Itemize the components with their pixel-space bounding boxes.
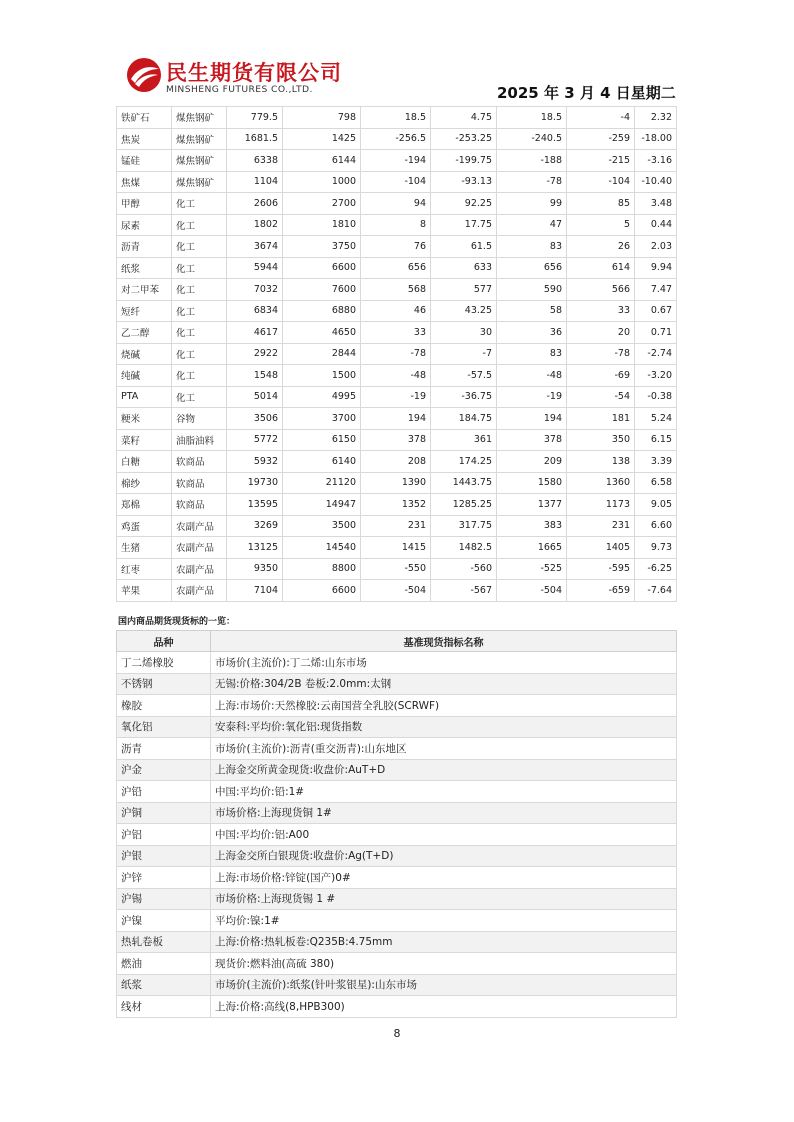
value-cell: -57.5 bbox=[431, 365, 497, 387]
sector-cell: 化工 bbox=[172, 322, 227, 344]
table-row bbox=[117, 652, 677, 674]
table-row bbox=[117, 996, 677, 1018]
value-cell: 9.05 bbox=[635, 494, 677, 516]
sector-cell: 油脂油料 bbox=[172, 429, 227, 451]
table-row bbox=[117, 257, 677, 279]
value-cell: 7104 bbox=[227, 580, 283, 602]
sector-cell: 软商品 bbox=[172, 451, 227, 473]
table-row bbox=[117, 128, 677, 150]
table-row bbox=[117, 931, 677, 953]
spot-index-cell: 安泰科:平均价:氧化铝:现货指数 bbox=[211, 716, 677, 738]
table-row bbox=[117, 867, 677, 889]
commodity-cell: 沪锌 bbox=[117, 867, 211, 889]
commodity-cell: 乙二醇 bbox=[117, 322, 172, 344]
value-cell: 6600 bbox=[283, 580, 361, 602]
value-cell: -215 bbox=[567, 150, 635, 172]
value-cell: -253.25 bbox=[431, 128, 497, 150]
value-cell: 18.5 bbox=[361, 107, 431, 129]
sector-cell: 煤焦钢矿 bbox=[172, 171, 227, 193]
value-cell: -659 bbox=[567, 580, 635, 602]
header-spot-index-name: 基准现货指标名称 bbox=[211, 631, 677, 652]
value-cell: 779.5 bbox=[227, 107, 283, 129]
commodity-cell: 短纤 bbox=[117, 300, 172, 322]
table-row bbox=[117, 515, 677, 537]
value-cell: -19 bbox=[497, 386, 567, 408]
value-cell: 194 bbox=[497, 408, 567, 430]
table-row bbox=[117, 472, 677, 494]
commodity-cell: 苹果 bbox=[117, 580, 172, 602]
commodity-cell: 沪镍 bbox=[117, 910, 211, 932]
commodity-cell: 沪铜 bbox=[117, 802, 211, 824]
value-cell: -54 bbox=[567, 386, 635, 408]
value-cell: 6600 bbox=[283, 257, 361, 279]
sector-cell: 谷物 bbox=[172, 408, 227, 430]
value-cell: 61.5 bbox=[431, 236, 497, 258]
value-cell: 378 bbox=[361, 429, 431, 451]
value-cell: -504 bbox=[497, 580, 567, 602]
value-cell: 43.25 bbox=[431, 300, 497, 322]
table-row bbox=[117, 214, 677, 236]
value-cell: 26 bbox=[567, 236, 635, 258]
table-header-row bbox=[117, 631, 677, 652]
table-row bbox=[117, 429, 677, 451]
value-cell: -504 bbox=[361, 580, 431, 602]
table-row bbox=[117, 781, 677, 803]
value-cell: 14540 bbox=[283, 537, 361, 559]
value-cell: 6140 bbox=[283, 451, 361, 473]
value-cell: 566 bbox=[567, 279, 635, 301]
logo-english-name: MINSHENG FUTURES CO.,LTD. bbox=[166, 84, 313, 95]
commodity-cell: 燃油 bbox=[117, 953, 211, 975]
commodity-cell: 不锈钢 bbox=[117, 673, 211, 695]
sector-cell: 农副产品 bbox=[172, 537, 227, 559]
table-row bbox=[117, 150, 677, 172]
sector-cell: 化工 bbox=[172, 386, 227, 408]
value-cell: 6150 bbox=[283, 429, 361, 451]
sector-cell: 化工 bbox=[172, 300, 227, 322]
value-cell: 1173 bbox=[567, 494, 635, 516]
commodity-cell: 橡胶 bbox=[117, 695, 211, 717]
sector-cell: 化工 bbox=[172, 365, 227, 387]
spot-index-cell: 上海:价格:热轧板卷:Q235B:4.75mm bbox=[211, 931, 677, 953]
value-cell: 47 bbox=[497, 214, 567, 236]
value-cell: 58 bbox=[497, 300, 567, 322]
commodity-cell: 沪金 bbox=[117, 759, 211, 781]
value-cell: 6834 bbox=[227, 300, 283, 322]
commodity-cell: 铁矿石 bbox=[117, 107, 172, 129]
value-cell: -78 bbox=[361, 343, 431, 365]
value-cell: 5 bbox=[567, 214, 635, 236]
value-cell: 46 bbox=[361, 300, 431, 322]
table-row bbox=[117, 673, 677, 695]
spot-index-table-title: 国内商品期货现货标的一览： bbox=[118, 617, 236, 627]
value-cell: 6144 bbox=[283, 150, 361, 172]
commodity-cell: 尿素 bbox=[117, 214, 172, 236]
value-cell: -7 bbox=[431, 343, 497, 365]
value-cell: 9350 bbox=[227, 558, 283, 580]
commodity-cell: 沥青 bbox=[117, 236, 172, 258]
spot-index-cell: 上海:市场价格:锌锭(国产)0# bbox=[211, 867, 677, 889]
spot-index-cell: 市场价格:上海现货铜 1# bbox=[211, 802, 677, 824]
page-number: 8 bbox=[393, 1027, 401, 1040]
commodity-cell: 菜籽 bbox=[117, 429, 172, 451]
value-cell: 5014 bbox=[227, 386, 283, 408]
value-cell: 1802 bbox=[227, 214, 283, 236]
value-cell: 76 bbox=[361, 236, 431, 258]
value-cell: 231 bbox=[361, 515, 431, 537]
value-cell: 3500 bbox=[283, 515, 361, 537]
commodity-cell: 沪锡 bbox=[117, 888, 211, 910]
value-cell: 1000 bbox=[283, 171, 361, 193]
sector-cell: 化工 bbox=[172, 193, 227, 215]
minsheng-logo-icon bbox=[126, 57, 162, 93]
spot-index-cell: 市场价格:上海现货锡 1 # bbox=[211, 888, 677, 910]
value-cell: 85 bbox=[567, 193, 635, 215]
value-cell: 2844 bbox=[283, 343, 361, 365]
commodity-cell: 焦炭 bbox=[117, 128, 172, 150]
sector-cell: 煤焦钢矿 bbox=[172, 128, 227, 150]
table-row bbox=[117, 888, 677, 910]
sector-cell: 化工 bbox=[172, 343, 227, 365]
table-row bbox=[117, 738, 677, 760]
commodity-cell: 沪铝 bbox=[117, 824, 211, 846]
value-cell: 33 bbox=[567, 300, 635, 322]
commodity-cell: 氧化铝 bbox=[117, 716, 211, 738]
spot-index-cell: 上海金交所白银现货:收盘价:Ag(T+D) bbox=[211, 845, 677, 867]
commodity-cell: 锰硅 bbox=[117, 150, 172, 172]
value-cell: 3674 bbox=[227, 236, 283, 258]
report-date: 2025 年 3 月 4 日星期二 bbox=[497, 84, 676, 102]
sector-cell: 化工 bbox=[172, 279, 227, 301]
value-cell: -0.38 bbox=[635, 386, 677, 408]
value-cell: 33 bbox=[361, 322, 431, 344]
value-cell: -188 bbox=[497, 150, 567, 172]
table-row bbox=[117, 451, 677, 473]
sector-cell: 农副产品 bbox=[172, 515, 227, 537]
value-cell: 4995 bbox=[283, 386, 361, 408]
value-cell: 36 bbox=[497, 322, 567, 344]
value-cell: 1443.75 bbox=[431, 472, 497, 494]
value-cell: -259 bbox=[567, 128, 635, 150]
commodity-cell: 纸浆 bbox=[117, 974, 211, 996]
commodity-cell: 纯碱 bbox=[117, 365, 172, 387]
value-cell: 1681.5 bbox=[227, 128, 283, 150]
value-cell: 0.71 bbox=[635, 322, 677, 344]
commodity-cell: 沥青 bbox=[117, 738, 211, 760]
value-cell: 1377 bbox=[497, 494, 567, 516]
commodity-cell: 烧碱 bbox=[117, 343, 172, 365]
commodity-cell: 鸡蛋 bbox=[117, 515, 172, 537]
value-cell: 6880 bbox=[283, 300, 361, 322]
spot-index-cell: 无锡:价格:304/2B 卷板:2.0mm:太钢 bbox=[211, 673, 677, 695]
value-cell: 1360 bbox=[567, 472, 635, 494]
value-cell: 1580 bbox=[497, 472, 567, 494]
value-cell: 92.25 bbox=[431, 193, 497, 215]
spot-index-cell: 现货价:燃料油(高硫 380) bbox=[211, 953, 677, 975]
value-cell: -240.5 bbox=[497, 128, 567, 150]
value-cell: -19 bbox=[361, 386, 431, 408]
value-cell: 194 bbox=[361, 408, 431, 430]
futures-spread-table bbox=[116, 106, 677, 602]
commodity-cell: 粳米 bbox=[117, 408, 172, 430]
table-row bbox=[117, 408, 677, 430]
value-cell: 0.44 bbox=[635, 214, 677, 236]
value-cell: 656 bbox=[497, 257, 567, 279]
value-cell: 1405 bbox=[567, 537, 635, 559]
value-cell: 6338 bbox=[227, 150, 283, 172]
value-cell: 1548 bbox=[227, 365, 283, 387]
value-cell: 2.03 bbox=[635, 236, 677, 258]
value-cell: 3750 bbox=[283, 236, 361, 258]
commodity-cell: 红枣 bbox=[117, 558, 172, 580]
sector-cell: 煤焦钢矿 bbox=[172, 107, 227, 129]
value-cell: 1425 bbox=[283, 128, 361, 150]
value-cell: 4650 bbox=[283, 322, 361, 344]
value-cell: 4617 bbox=[227, 322, 283, 344]
value-cell: 0.67 bbox=[635, 300, 677, 322]
table-row bbox=[117, 974, 677, 996]
value-cell: -36.75 bbox=[431, 386, 497, 408]
table-row bbox=[117, 580, 677, 602]
value-cell: -3.20 bbox=[635, 365, 677, 387]
table-row bbox=[117, 494, 677, 516]
value-cell: 2.32 bbox=[635, 107, 677, 129]
value-cell: 633 bbox=[431, 257, 497, 279]
value-cell: 568 bbox=[361, 279, 431, 301]
spot-index-cell: 市场价(主流价):沥青(重交沥青):山东地区 bbox=[211, 738, 677, 760]
value-cell: 5944 bbox=[227, 257, 283, 279]
sector-cell: 化工 bbox=[172, 214, 227, 236]
value-cell: -525 bbox=[497, 558, 567, 580]
commodity-cell: 纸浆 bbox=[117, 257, 172, 279]
value-cell: 1390 bbox=[361, 472, 431, 494]
spot-index-cell: 上海金交所黄金现货:收盘价:AuT+D bbox=[211, 759, 677, 781]
value-cell: -4 bbox=[567, 107, 635, 129]
value-cell: 208 bbox=[361, 451, 431, 473]
value-cell: -550 bbox=[361, 558, 431, 580]
value-cell: -560 bbox=[431, 558, 497, 580]
commodity-cell: 甲醇 bbox=[117, 193, 172, 215]
table-row bbox=[117, 236, 677, 258]
value-cell: 5932 bbox=[227, 451, 283, 473]
commodity-cell: 沪银 bbox=[117, 845, 211, 867]
value-cell: -199.75 bbox=[431, 150, 497, 172]
value-cell: 9.73 bbox=[635, 537, 677, 559]
sector-cell: 化工 bbox=[172, 257, 227, 279]
value-cell: 13125 bbox=[227, 537, 283, 559]
value-cell: 231 bbox=[567, 515, 635, 537]
value-cell: 1352 bbox=[361, 494, 431, 516]
table-row bbox=[117, 537, 677, 559]
table-row bbox=[117, 759, 677, 781]
commodity-cell: 郑棉 bbox=[117, 494, 172, 516]
sector-cell: 软商品 bbox=[172, 494, 227, 516]
value-cell: 83 bbox=[497, 236, 567, 258]
table-row bbox=[117, 193, 677, 215]
value-cell: 378 bbox=[497, 429, 567, 451]
commodity-cell: 白糖 bbox=[117, 451, 172, 473]
value-cell: 181 bbox=[567, 408, 635, 430]
value-cell: -595 bbox=[567, 558, 635, 580]
commodity-cell: 丁二烯橡胶 bbox=[117, 652, 211, 674]
page-header bbox=[0, 0, 794, 106]
value-cell: 13595 bbox=[227, 494, 283, 516]
value-cell: 8 bbox=[361, 214, 431, 236]
value-cell: 14947 bbox=[283, 494, 361, 516]
table-row bbox=[117, 558, 677, 580]
value-cell: 2922 bbox=[227, 343, 283, 365]
value-cell: -48 bbox=[361, 365, 431, 387]
value-cell: -194 bbox=[361, 150, 431, 172]
value-cell: -78 bbox=[567, 343, 635, 365]
sector-cell: 农副产品 bbox=[172, 558, 227, 580]
value-cell: 577 bbox=[431, 279, 497, 301]
spot-index-table bbox=[116, 630, 677, 1018]
sector-cell: 软商品 bbox=[172, 472, 227, 494]
value-cell: 2700 bbox=[283, 193, 361, 215]
value-cell: 1665 bbox=[497, 537, 567, 559]
value-cell: 19730 bbox=[227, 472, 283, 494]
value-cell: -567 bbox=[431, 580, 497, 602]
commodity-cell: 热轧卷板 bbox=[117, 931, 211, 953]
table-row bbox=[117, 716, 677, 738]
value-cell: -104 bbox=[567, 171, 635, 193]
table-row bbox=[117, 343, 677, 365]
table-row bbox=[117, 845, 677, 867]
value-cell: 21120 bbox=[283, 472, 361, 494]
value-cell: 6.60 bbox=[635, 515, 677, 537]
logo-chinese-name: 民生期货有限公司 bbox=[166, 61, 342, 85]
value-cell: 3.48 bbox=[635, 193, 677, 215]
value-cell: -48 bbox=[497, 365, 567, 387]
table-row bbox=[117, 910, 677, 932]
value-cell: 6.15 bbox=[635, 429, 677, 451]
table-row bbox=[117, 300, 677, 322]
value-cell: -3.16 bbox=[635, 150, 677, 172]
table-row bbox=[117, 365, 677, 387]
value-cell: 174.25 bbox=[431, 451, 497, 473]
value-cell: 3700 bbox=[283, 408, 361, 430]
value-cell: -2.74 bbox=[635, 343, 677, 365]
value-cell: 2606 bbox=[227, 193, 283, 215]
value-cell: 1482.5 bbox=[431, 537, 497, 559]
commodity-cell: 焦煤 bbox=[117, 171, 172, 193]
value-cell: 6.58 bbox=[635, 472, 677, 494]
spot-index-cell: 市场价(主流价):丁二烯:山东市场 bbox=[211, 652, 677, 674]
value-cell: 590 bbox=[497, 279, 567, 301]
sector-cell: 煤焦钢矿 bbox=[172, 150, 227, 172]
value-cell: 5772 bbox=[227, 429, 283, 451]
value-cell: 317.75 bbox=[431, 515, 497, 537]
value-cell: 350 bbox=[567, 429, 635, 451]
table-row bbox=[117, 695, 677, 717]
value-cell: 7032 bbox=[227, 279, 283, 301]
value-cell: 17.75 bbox=[431, 214, 497, 236]
value-cell: 3.39 bbox=[635, 451, 677, 473]
commodity-cell: PTA bbox=[117, 386, 172, 408]
spot-index-cell: 上海:价格:高线(8,HPB300) bbox=[211, 996, 677, 1018]
table-row bbox=[117, 171, 677, 193]
table-row bbox=[117, 386, 677, 408]
commodity-cell: 线材 bbox=[117, 996, 211, 1018]
value-cell: 4.75 bbox=[431, 107, 497, 129]
value-cell: 798 bbox=[283, 107, 361, 129]
value-cell: 1104 bbox=[227, 171, 283, 193]
value-cell: 8800 bbox=[283, 558, 361, 580]
value-cell: -7.64 bbox=[635, 580, 677, 602]
value-cell: 1285.25 bbox=[431, 494, 497, 516]
table-row bbox=[117, 953, 677, 975]
value-cell: 7.47 bbox=[635, 279, 677, 301]
value-cell: 94 bbox=[361, 193, 431, 215]
value-cell: 3269 bbox=[227, 515, 283, 537]
table-row bbox=[117, 802, 677, 824]
spot-index-cell: 平均价:镍:1# bbox=[211, 910, 677, 932]
value-cell: 7600 bbox=[283, 279, 361, 301]
sector-cell: 化工 bbox=[172, 236, 227, 258]
table-row bbox=[117, 824, 677, 846]
spot-index-cell: 市场价(主流价):纸浆(针叶浆银星):山东市场 bbox=[211, 974, 677, 996]
value-cell: 20 bbox=[567, 322, 635, 344]
value-cell: 5.24 bbox=[635, 408, 677, 430]
value-cell: 18.5 bbox=[497, 107, 567, 129]
value-cell: 1810 bbox=[283, 214, 361, 236]
value-cell: 184.75 bbox=[431, 408, 497, 430]
header-commodity: 品种 bbox=[117, 631, 211, 652]
commodity-cell: 沪铅 bbox=[117, 781, 211, 803]
value-cell: -10.40 bbox=[635, 171, 677, 193]
value-cell: 9.94 bbox=[635, 257, 677, 279]
commodity-cell: 棉纱 bbox=[117, 472, 172, 494]
table-row bbox=[117, 107, 677, 129]
commodity-cell: 生猪 bbox=[117, 537, 172, 559]
value-cell: -69 bbox=[567, 365, 635, 387]
value-cell: 209 bbox=[497, 451, 567, 473]
spot-index-cell: 上海:市场价:天然橡胶:云南国营全乳胶(SCRWF) bbox=[211, 695, 677, 717]
value-cell: -6.25 bbox=[635, 558, 677, 580]
value-cell: -256.5 bbox=[361, 128, 431, 150]
table-row bbox=[117, 322, 677, 344]
value-cell: 1415 bbox=[361, 537, 431, 559]
value-cell: -104 bbox=[361, 171, 431, 193]
value-cell: 99 bbox=[497, 193, 567, 215]
value-cell: 361 bbox=[431, 429, 497, 451]
commodity-cell: 对二甲苯 bbox=[117, 279, 172, 301]
value-cell: 383 bbox=[497, 515, 567, 537]
value-cell: 614 bbox=[567, 257, 635, 279]
value-cell: 138 bbox=[567, 451, 635, 473]
value-cell: 3506 bbox=[227, 408, 283, 430]
value-cell: 30 bbox=[431, 322, 497, 344]
value-cell: 656 bbox=[361, 257, 431, 279]
value-cell: -18.00 bbox=[635, 128, 677, 150]
value-cell: -78 bbox=[497, 171, 567, 193]
value-cell: -93.13 bbox=[431, 171, 497, 193]
value-cell: 1500 bbox=[283, 365, 361, 387]
sector-cell: 农副产品 bbox=[172, 580, 227, 602]
spot-index-cell: 中国:平均价:铝:A00 bbox=[211, 824, 677, 846]
value-cell: 83 bbox=[497, 343, 567, 365]
table-row bbox=[117, 279, 677, 301]
company-logo bbox=[126, 57, 366, 99]
spot-index-cell: 中国:平均价:铅:1# bbox=[211, 781, 677, 803]
